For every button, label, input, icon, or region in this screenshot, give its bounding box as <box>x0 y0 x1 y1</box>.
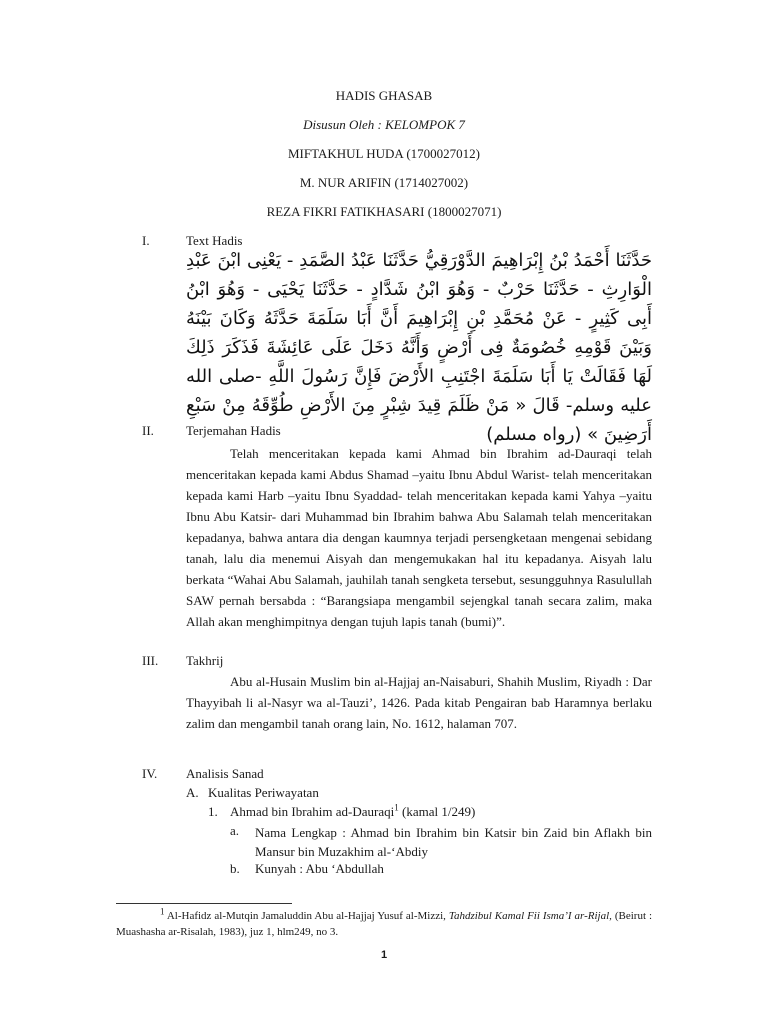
footnote <box>116 908 652 940</box>
section-4-number: IV. <box>142 766 158 781</box>
section-4-title: Analisis Sanad <box>186 766 264 781</box>
member-1: MIFTAKHUL HUDA (1700027012) <box>287 146 481 161</box>
page-number: 1 <box>380 949 388 961</box>
section-2-number: II. <box>142 423 154 438</box>
footnote-text-rest: (Beirut : Muashasha ar-Risalah, 1983), juz 1, hlm249, no 3. <box>116 910 652 938</box>
footnote-number: 1 <box>160 906 165 917</box>
section-3-number: III. <box>142 653 159 668</box>
compiled-by: Disusun Oleh : KELOMPOK 7 <box>303 117 465 132</box>
document-title: HADIS GHASAB <box>335 88 433 103</box>
takhrij-paragraph <box>186 671 652 734</box>
item-1-ref: (kamal 1/249) <box>398 804 476 819</box>
sub-b-text: Kunyah : Abu ‘Abdullah <box>255 861 384 876</box>
footnote-separator <box>116 903 292 904</box>
section-1-number: I. <box>142 233 150 248</box>
footnote-book-title: Tahdzibul Kamal Fii Isma’I ar-Rijal, <box>448 910 612 922</box>
sub-a-label: a. <box>230 823 240 838</box>
member-3: REZA FIKRI FATIKHASARI (1800027071) <box>266 204 502 219</box>
footnote-text-plain: Al-Hafidz al-Mutqin Jamaluddin Abu al-Hajjaj Yusuf al-Mizzi, <box>164 910 449 922</box>
sub-b-label: b. <box>230 861 240 876</box>
footnote-ref-1[interactable]: 1 <box>394 802 399 813</box>
translation-paragraph <box>186 443 652 632</box>
member-2: M. NUR ARIFIN (1714027002) <box>299 175 469 190</box>
subsection-a-label: A. <box>186 785 199 800</box>
translation-text: Telah menceritakan kepada kami Ahmad bin Ibrahim ad-Dauraqi telah menceritakan kepada kami Abdus Shamad –yaitu Ibnu Abdul Warist- telah menceritakan kepada kami Harb –yaitu Ibnu Syaddad- telah menceritakan kepada kami Yahya –yaitu Ibnu Abu Katsir- dari Muhammad bin Ibrahim bahwa Abu Salamah telah menceritakan kepadanya, bahwa antara dia dengan kaumnya terjadi persengketaan mengenai sebidang tanah, lalu dia menemui Aisyah dan mengemukakan hal itu kepadanya. Aisyah lalu berkata “Wahai Abu Salamah, jauhilah tanah sengketa tersebut, sesungguhnya Rasulullah SAW pernah bersabda : “Barangsiapa mengambil sejengkal tanah secara zalim, maka Allah akan menghimpitnya dengan tujuh lapis tanah (bumi)”. <box>186 446 652 629</box>
section-2-title: Terjemahan Hadis <box>186 423 281 438</box>
item-1-text: Ahmad bin Ibrahim ad-Dauraqi <box>230 804 395 819</box>
section-1-title: Text Hadis <box>186 233 243 248</box>
subsection-a-title: Kualitas Periwayatan <box>208 785 319 800</box>
arabic-hadith-text: حَدَّثَنَا أَحْمَدُ بْنُ إِبْرَاهِيمَ الدَّوْرَقِيُّ حَدَّثَنَا عَبْدُ الصَّمَدِ - يَعْنِى ابْنَ عَبْدِ الْوَارِثِ - حَدَّثَنَا حَرْبٌ - وَهُوَ ابْنُ شَدَّادٍ - حَدَّثَنَا يَحْيَى - وَهُوَ ابْنُ أَبِى كَثِيرٍ - عَنْ مُحَمَّدِ بْنِ إِبْرَاهِيمَ أَنَّ أَبَا سَلَمَةَ حَدَّثَهُ وَكَانَ بَيْنَهُ وَبَيْنَ قَوْمِهِ خُصُومَةٌ فِى أَرْضٍ وَأَنَّهُ دَخَلَ عَلَى عَائِشَةَ فَذَكَرَ ذَلِكَ لَهَا فَقَالَتْ يَا أَبَا سَلَمَةَ اجْتَنِبِ الأَرْضَ فَإِنَّ رَسُولَ اللَّهِ -صلى الله عليه وسلم- قَالَ « مَنْ ظَلَمَ قِيدَ شِبْرٍ مِنَ الأَرْضِ طُوِّقَهُ مِنْ سَبْعِ أَرَضِينَ » (رواه مسلم) <box>186 250 652 445</box>
item-1-number: 1. <box>208 804 218 819</box>
item-1-line <box>230 804 475 820</box>
section-3-title: Takhrij <box>186 653 224 668</box>
sub-a-text: Nama Lengkap : Ahmad bin Ibrahim bin Katsir bin Zaid bin Aflakh bin Mansur bin Muzakhim al-‘Abdiy <box>255 825 652 859</box>
takhrij-text: Abu al-Husain Muslim bin al-Hajjaj an-Naisaburi, Shahih Muslim, Riyadh : Dar Thayyibah li al-Nasyr wa al-Tauzi’, 1426. Pada kitab Pengairan bab Haramnya berlaku zalim dan mengambil tanah orang lain, No. 1612, halaman 707. <box>186 674 652 731</box>
